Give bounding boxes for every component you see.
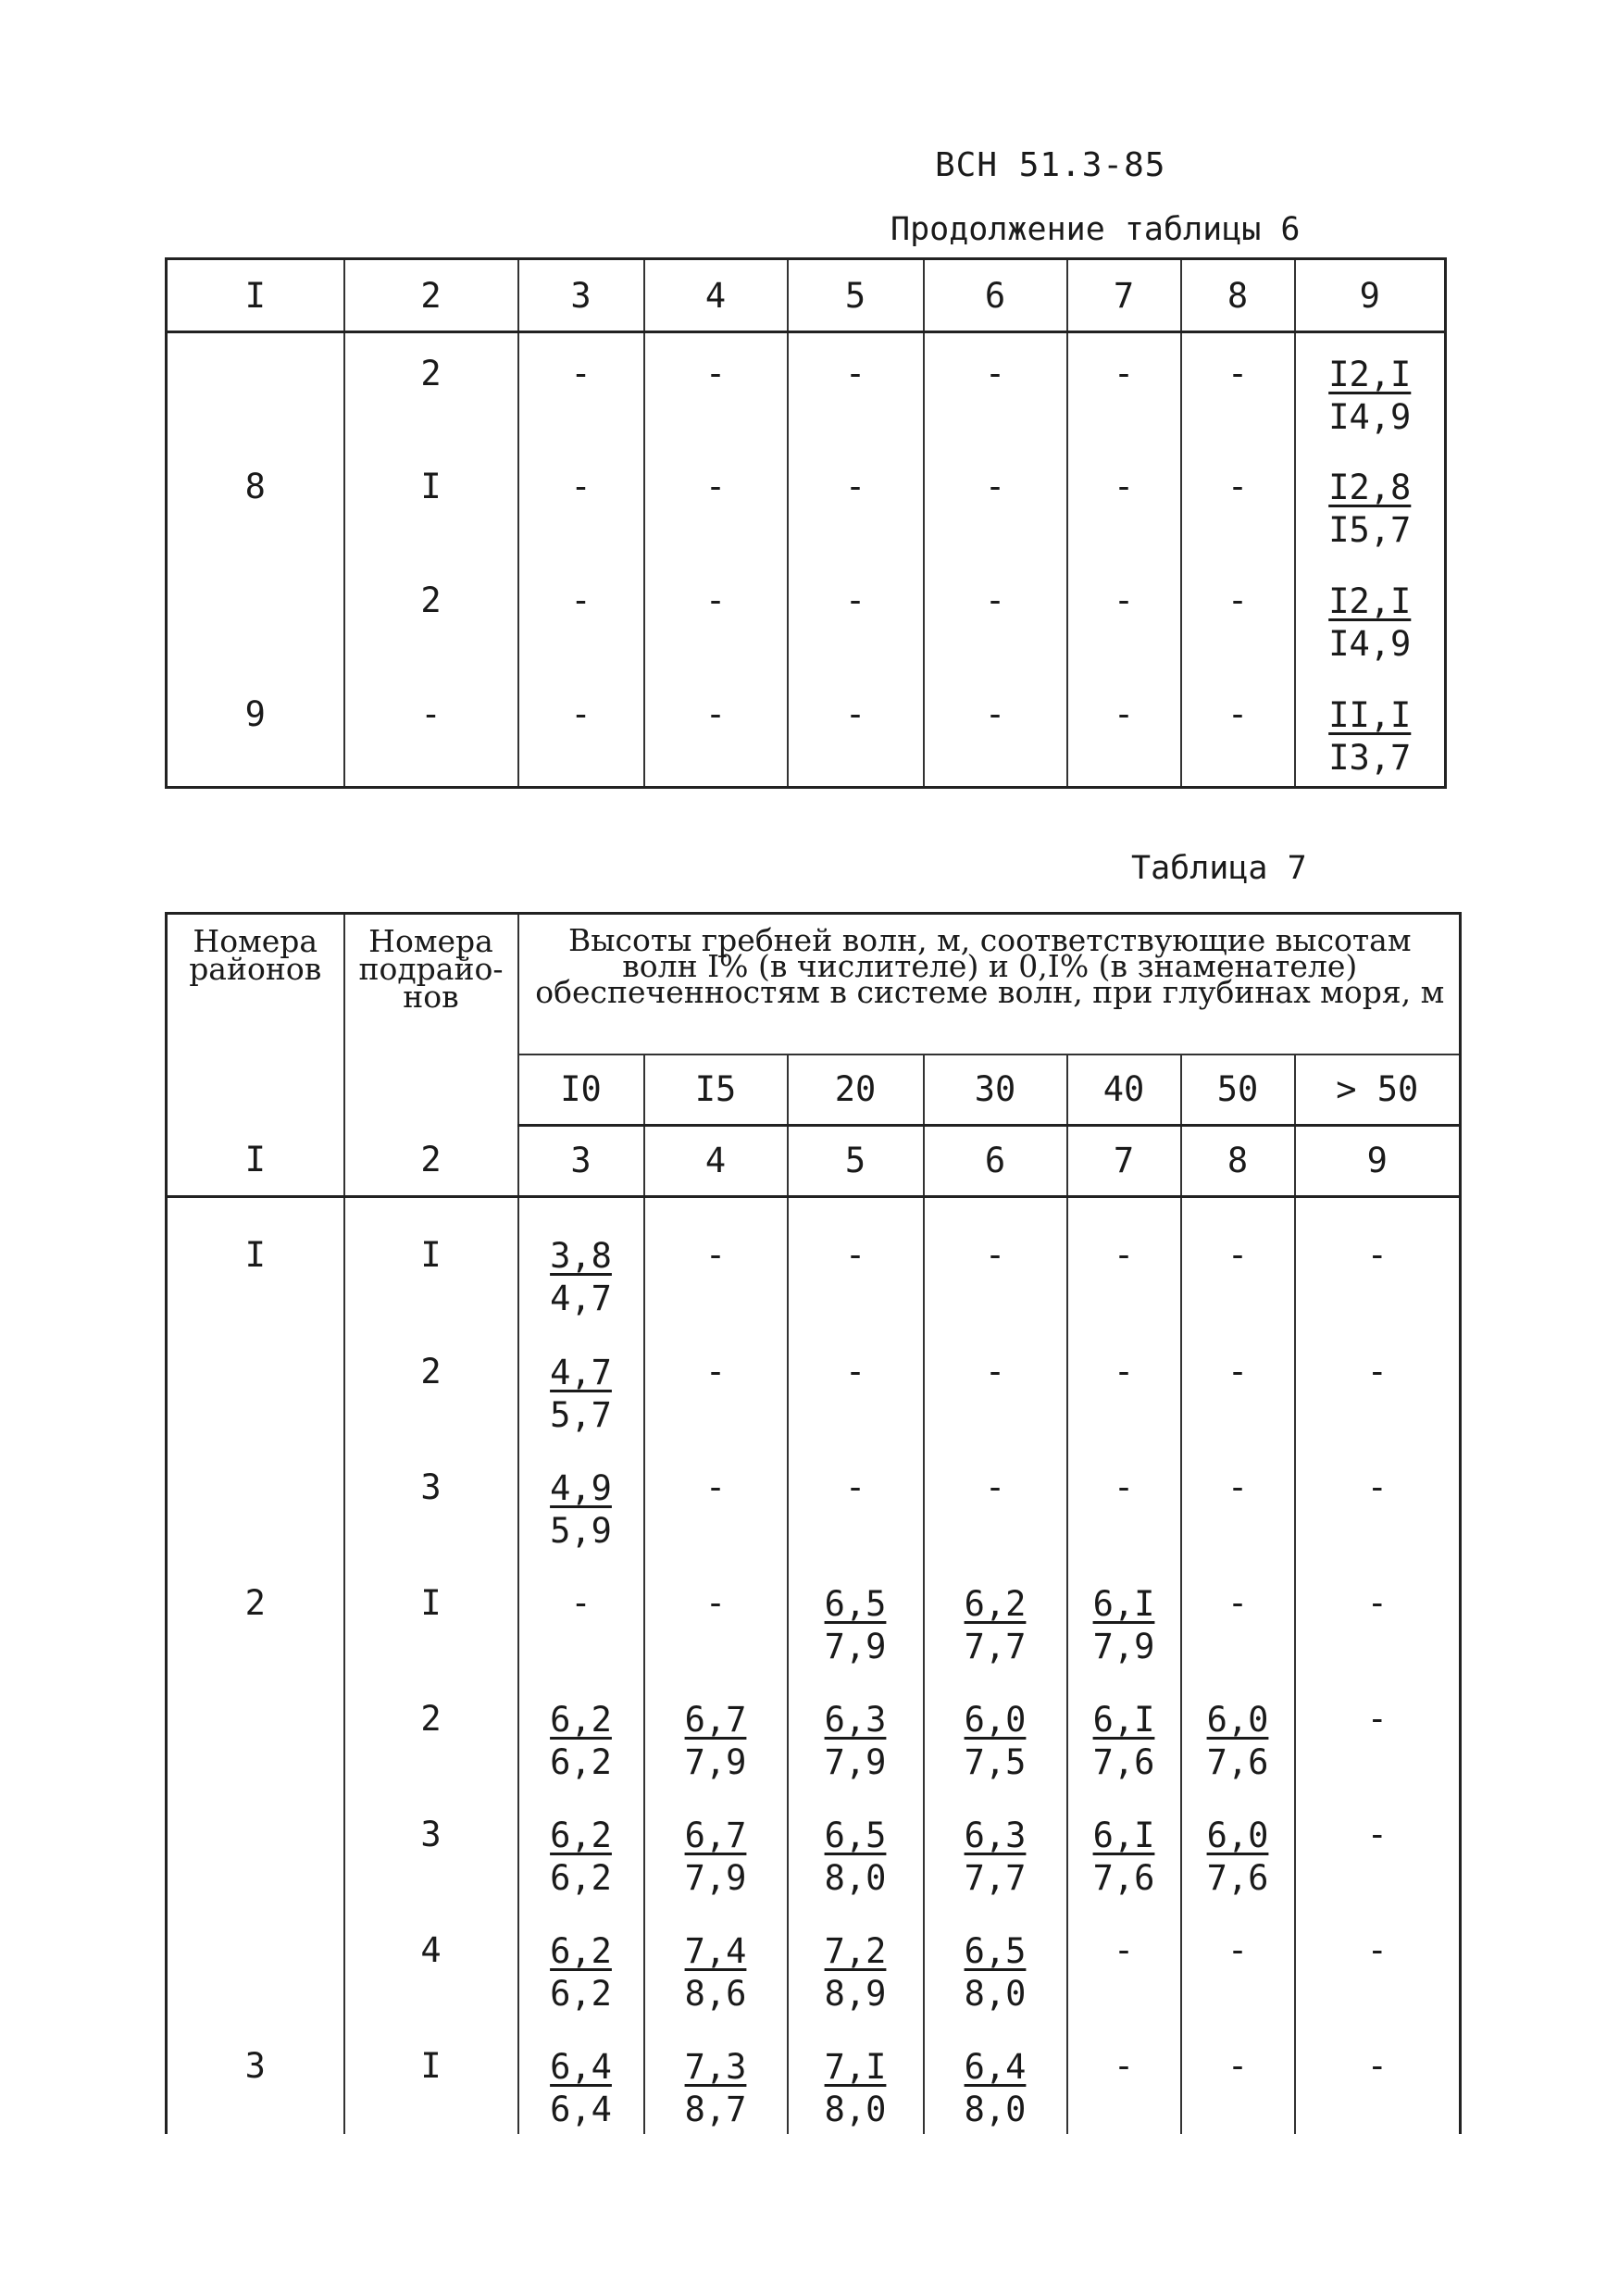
value-cell: [924, 1787, 1067, 1903]
value-cell: -: [788, 1440, 924, 1555]
region-number: [167, 1903, 344, 2018]
denominator-01pct: 7,9: [824, 1742, 887, 1782]
denominator-01pct: I3,7: [1328, 737, 1412, 778]
value-cell: [788, 2018, 924, 2134]
value-cell: [518, 1787, 644, 1903]
subregion-number: I: [344, 1196, 518, 1324]
value-cell: [924, 1903, 1067, 2018]
table-6-continuation: [165, 257, 1447, 789]
fraction: [1328, 354, 1411, 439]
value-cell: -: [518, 446, 644, 560]
col-number: I: [167, 259, 344, 332]
fraction: [825, 1699, 887, 1784]
denominator-01pct: I4,9: [1328, 397, 1412, 437]
value-cell: -: [1295, 1555, 1461, 1671]
denominator-01pct: 5,9: [550, 1511, 612, 1551]
value-cell: [518, 1903, 644, 2018]
numerator-1pct: 6,3: [964, 1816, 1027, 1855]
fraction: [550, 1467, 612, 1553]
table-row: [167, 1787, 1461, 1903]
col-number: 4: [644, 259, 788, 332]
table-row: [167, 674, 1446, 788]
value-cell: [1067, 1555, 1181, 1671]
table-row: [167, 1440, 1461, 1555]
value-cell: -: [1295, 1787, 1461, 1903]
numerator-1pct: 4,9: [550, 1468, 612, 1508]
numerator-1pct: 6,I: [1092, 1816, 1155, 1855]
value-cell: -: [924, 446, 1067, 560]
region-number: I: [167, 1196, 344, 1324]
value-cell: [788, 1671, 924, 1787]
numerator-1pct: 7,I: [824, 2047, 887, 2087]
fraction: [685, 1930, 747, 2015]
value-cell: -: [1295, 1903, 1461, 2018]
value-cell: [1067, 1671, 1181, 1787]
value-cell: -: [518, 674, 644, 788]
col-number: 8: [1181, 1125, 1295, 1196]
value-cell: -: [788, 332, 924, 446]
region-number: [167, 1787, 344, 1903]
value-cell: -: [1295, 1324, 1461, 1440]
fraction: [825, 2046, 887, 2131]
value-cell: -: [518, 560, 644, 674]
depth-label: 40: [1067, 1054, 1181, 1126]
subregion-number: -: [344, 674, 518, 788]
value-cell: -: [924, 332, 1067, 446]
subregion-number: 2: [344, 332, 518, 446]
fraction: [1207, 1699, 1269, 1784]
subregion-number: I: [344, 446, 518, 560]
table7-column-numbers: [167, 1125, 1461, 1196]
table6-column-numbers: [167, 259, 1446, 332]
value-cell: -: [518, 332, 644, 446]
table-row: [167, 1671, 1461, 1787]
numerator-1pct: 6,2: [550, 1700, 612, 1740]
header-regions: Номера районов: [167, 914, 344, 1126]
denominator-01pct: 8,0: [824, 1858, 887, 1898]
numerator-1pct: 6,2: [550, 1816, 612, 1855]
value-cell: -: [1295, 1440, 1461, 1555]
value-cell: -: [924, 1196, 1067, 1324]
value-cell: [1295, 446, 1446, 560]
value-cell: [518, 1196, 644, 1324]
value-cell: -: [1067, 2018, 1181, 2134]
subregion-number: 2: [344, 1324, 518, 1440]
header-subregions: Номера подрайо-нов: [344, 914, 518, 1126]
numerator-1pct: 6,0: [1206, 1700, 1269, 1740]
fraction: [965, 1815, 1027, 1900]
value-cell: -: [788, 1324, 924, 1440]
value-cell: -: [1181, 332, 1295, 446]
table-row: [167, 446, 1446, 560]
numerator-1pct: 3,8: [550, 1235, 612, 1276]
value-cell: [644, 1903, 788, 2018]
value-cell: [518, 1324, 644, 1440]
fraction: [550, 1930, 612, 2015]
col-number: 6: [924, 1125, 1067, 1196]
numerator-1pct: 6,0: [1206, 1816, 1269, 1855]
value-cell: -: [644, 1196, 788, 1324]
fraction: [550, 1815, 612, 1900]
value-cell: [788, 1787, 924, 1903]
value-cell: -: [1181, 1324, 1295, 1440]
fraction: [1093, 1815, 1155, 1900]
value-cell: -: [644, 1440, 788, 1555]
numerator-1pct: 6,2: [964, 1584, 1027, 1624]
value-cell: -: [924, 674, 1067, 788]
numerator-1pct: 6,3: [824, 1700, 887, 1740]
value-cell: [644, 1787, 788, 1903]
value-cell: -: [788, 674, 924, 788]
denominator-01pct: 7,5: [964, 1742, 1027, 1782]
table-row: [167, 2018, 1461, 2134]
value-cell: -: [644, 560, 788, 674]
fraction: [1328, 580, 1411, 666]
fraction: [965, 1583, 1027, 1668]
table7-header: [167, 914, 1461, 1054]
value-cell: [518, 1440, 644, 1555]
region-number: 2: [167, 1555, 344, 1671]
subregion-number: 2: [344, 1671, 518, 1787]
value-cell: [788, 1903, 924, 2018]
value-cell: -: [1181, 1440, 1295, 1555]
table-row: [167, 1196, 1461, 1324]
col-number: 9: [1295, 1125, 1461, 1196]
denominator-01pct: 8,0: [964, 1974, 1027, 2014]
value-cell: [1181, 1787, 1295, 1903]
fraction: [685, 2046, 747, 2131]
value-cell: [518, 1671, 644, 1787]
table6-caption: Продолжение таблицы 6: [890, 211, 1301, 248]
fraction: [965, 1930, 1027, 2015]
numerator-1pct: 6,7: [684, 1816, 747, 1855]
region-number: [167, 1440, 344, 1555]
fraction: [825, 1815, 887, 1900]
col-number: 3: [518, 1125, 644, 1196]
denominator-01pct: 6,2: [550, 1858, 612, 1898]
numerator-1pct: I2,I: [1328, 355, 1412, 394]
col-number: 5: [788, 259, 924, 332]
numerator-1pct: 6,0: [964, 1700, 1027, 1740]
value-cell: -: [1181, 1196, 1295, 1324]
numerator-1pct: 6,I: [1092, 1584, 1155, 1624]
value-cell: [924, 1671, 1067, 1787]
fraction: [1093, 1699, 1155, 1784]
fraction: [965, 1699, 1027, 1784]
denominator-01pct: I4,9: [1328, 623, 1412, 664]
table-7: [165, 912, 1462, 2134]
value-cell: -: [1181, 560, 1295, 674]
col-number: 7: [1067, 259, 1181, 332]
col-number: 8: [1181, 259, 1295, 332]
fraction: [1328, 467, 1411, 552]
value-cell: -: [1067, 560, 1181, 674]
value-cell: -: [1295, 2018, 1461, 2134]
value-cell: -: [1067, 446, 1181, 560]
value-cell: [1295, 560, 1446, 674]
table-row: [167, 560, 1446, 674]
denominator-01pct: 7,7: [964, 1627, 1027, 1666]
fraction: [550, 1352, 612, 1437]
numerator-1pct: 6,5: [824, 1584, 887, 1624]
region-number: 8: [167, 446, 344, 560]
denominator-01pct: 7,9: [684, 1742, 747, 1782]
depth-label: 20: [788, 1054, 924, 1126]
col-number: 5: [788, 1125, 924, 1196]
col-number: I: [167, 1125, 344, 1196]
value-cell: -: [1067, 1903, 1181, 2018]
value-cell: [644, 1671, 788, 1787]
subregion-number: 4: [344, 1903, 518, 2018]
value-cell: -: [924, 1440, 1067, 1555]
table-row: [167, 1324, 1461, 1440]
fraction: [550, 2046, 612, 2131]
numerator-1pct: I2,I: [1328, 580, 1412, 621]
value-cell: -: [1067, 674, 1181, 788]
denominator-01pct: 6,2: [550, 1974, 612, 2014]
value-cell: -: [1181, 2018, 1295, 2134]
value-cell: [1295, 674, 1446, 788]
value-cell: -: [1295, 1671, 1461, 1787]
fraction: [685, 1699, 747, 1784]
denominator-01pct: 8,7: [684, 2090, 747, 2129]
numerator-1pct: 6,5: [824, 1816, 887, 1855]
numerator-1pct: 6,2: [550, 1931, 612, 1971]
value-cell: -: [1067, 1440, 1181, 1555]
col-number: 9: [1295, 259, 1446, 332]
value-cell: -: [644, 1555, 788, 1671]
numerator-1pct: 4,7: [550, 1353, 612, 1392]
depth-label: 30: [924, 1054, 1067, 1126]
value-cell: -: [788, 1196, 924, 1324]
denominator-01pct: 6,4: [550, 2090, 612, 2129]
denominator-01pct: 8,0: [824, 2090, 887, 2129]
col-number: 3: [518, 259, 644, 332]
depth-label: 50: [1181, 1054, 1295, 1126]
numerator-1pct: 7,2: [824, 1931, 887, 1971]
denominator-01pct: 8,9: [824, 1974, 887, 2014]
numerator-1pct: 6,4: [964, 2047, 1027, 2087]
denominator-01pct: 7,7: [964, 1858, 1027, 1898]
value-cell: [1067, 1787, 1181, 1903]
subregion-number: I: [344, 2018, 518, 2134]
value-cell: -: [1067, 332, 1181, 446]
numerator-1pct: 6,4: [550, 2047, 612, 2087]
region-number: [167, 1324, 344, 1440]
col-number: 7: [1067, 1125, 1181, 1196]
table-row: [167, 332, 1446, 446]
denominator-01pct: I5,7: [1328, 509, 1412, 550]
region-number: [167, 560, 344, 674]
subregion-number: 3: [344, 1787, 518, 1903]
depth-label: > 50: [1295, 1054, 1461, 1126]
value-cell: -: [1181, 674, 1295, 788]
value-cell: -: [644, 1324, 788, 1440]
value-cell: -: [644, 332, 788, 446]
numerator-1pct: 7,3: [684, 2047, 747, 2087]
table-row: [167, 1903, 1461, 2018]
value-cell: -: [518, 1555, 644, 1671]
fraction: [1328, 694, 1411, 780]
denominator-01pct: 7,9: [684, 1858, 747, 1898]
value-cell: -: [1067, 1324, 1181, 1440]
denominator-01pct: 7,6: [1206, 1858, 1269, 1898]
col-number: 2: [344, 1125, 518, 1196]
region-number: [167, 1671, 344, 1787]
region-number: 3: [167, 2018, 344, 2134]
value-cell: -: [1181, 446, 1295, 560]
value-cell: -: [924, 1324, 1067, 1440]
fraction: [965, 2046, 1027, 2131]
denominator-01pct: 7,6: [1092, 1742, 1155, 1782]
denominator-01pct: 7,6: [1092, 1858, 1155, 1898]
numerator-1pct: II,I: [1328, 694, 1412, 735]
region-number: [167, 332, 344, 446]
value-cell: -: [1181, 1555, 1295, 1671]
value-cell: -: [924, 560, 1067, 674]
value-cell: [924, 1555, 1067, 1671]
value-cell: [1295, 332, 1446, 446]
table-row: [167, 1555, 1461, 1671]
numerator-1pct: 6,I: [1092, 1700, 1155, 1740]
value-cell: -: [1181, 1903, 1295, 2018]
numerator-1pct: 7,4: [684, 1931, 747, 1971]
col-number: 2: [344, 259, 518, 332]
col-number: 4: [644, 1125, 788, 1196]
numerator-1pct: I2,8: [1328, 467, 1412, 507]
fraction: [685, 1815, 747, 1900]
value-cell: [1181, 1671, 1295, 1787]
value-cell: [644, 2018, 788, 2134]
denominator-01pct: 7,9: [824, 1627, 887, 1666]
numerator-1pct: 6,7: [684, 1700, 747, 1740]
denominator-01pct: 8,0: [964, 2090, 1027, 2129]
value-cell: -: [644, 446, 788, 560]
fraction: [1207, 1815, 1269, 1900]
depth-label: I5: [644, 1054, 788, 1126]
denominator-01pct: 8,6: [684, 1974, 747, 2014]
subregion-number: 2: [344, 560, 518, 674]
value-cell: [518, 2018, 644, 2134]
value-cell: -: [644, 674, 788, 788]
value-cell: -: [788, 446, 924, 560]
numerator-1pct: 6,5: [964, 1931, 1027, 1971]
denominator-01pct: 4,7: [550, 1278, 612, 1318]
depth-label: I0: [518, 1054, 644, 1126]
denominator-01pct: 7,6: [1206, 1742, 1269, 1782]
denominator-01pct: 7,9: [1092, 1627, 1155, 1666]
table7-caption: Таблица 7: [1131, 850, 1307, 887]
col-number: 6: [924, 259, 1067, 332]
value-cell: [924, 2018, 1067, 2134]
denominator-01pct: 5,7: [550, 1395, 612, 1435]
denominator-01pct: 6,2: [550, 1742, 612, 1782]
fraction: [825, 1930, 887, 2015]
value-cell: -: [788, 560, 924, 674]
fraction: [550, 1235, 612, 1320]
fraction: [550, 1699, 612, 1784]
subregion-number: I: [344, 1555, 518, 1671]
subregion-number: 3: [344, 1440, 518, 1555]
header-wave-heights: Высоты гребней волн, м, соответствующие высотам волн I% (в числителе) и 0,I% (в знаменателе) обеспеченностям в системе волн, при глубинах моря, м: [518, 914, 1461, 1054]
value-cell: [788, 1555, 924, 1671]
fraction: [1093, 1583, 1155, 1668]
document-code: ВСН 51.3-85: [935, 146, 1166, 184]
value-cell: -: [1067, 1196, 1181, 1324]
region-number: 9: [167, 674, 344, 788]
value-cell: -: [1295, 1196, 1461, 1324]
fraction: [825, 1583, 887, 1668]
